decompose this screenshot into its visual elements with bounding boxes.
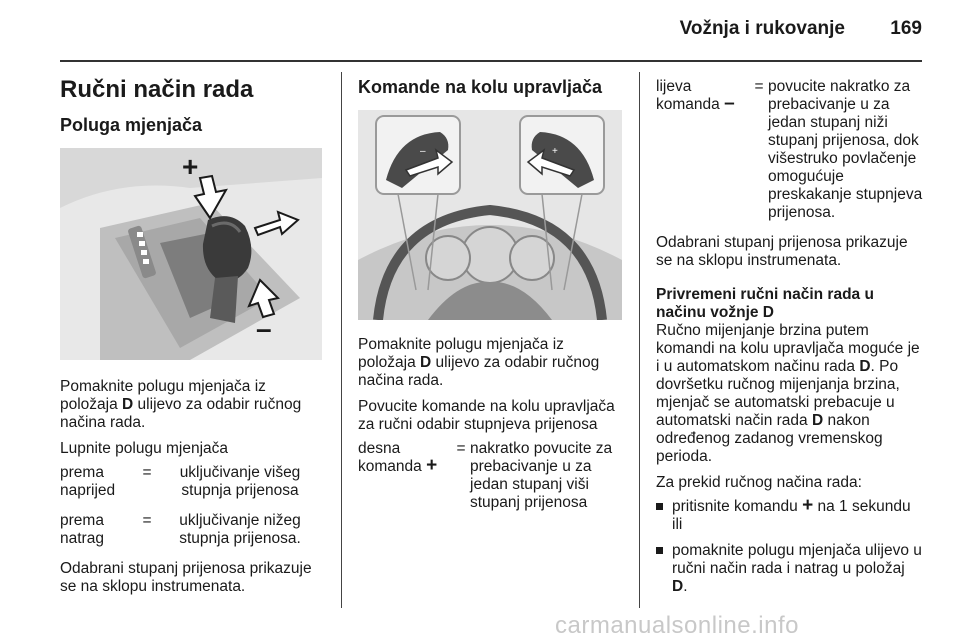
plus-icon: +: [426, 455, 438, 476]
column-3: [656, 72, 924, 604]
watermark: carmanualsonline.info: [555, 612, 799, 639]
bullet-list: [656, 495, 924, 596]
list-item: pomaknite polugu mjenjača ulijevo u ručni način rada i natrag u položaj D.: [656, 542, 924, 596]
definition-description: povucite nakratko za prebacivanje u za jedan stupanj niži stupanj prijenosa, dok višestruko povlačenje omogućuje preskakanje stupnjeva prijenosa.: [768, 78, 923, 221]
page-number: 169: [890, 18, 922, 39]
svg-text:–: –: [420, 146, 426, 157]
paragraph: Povucite komande na kolu upravljača za ručni odabir stupnjeva prijenosa: [358, 398, 615, 433]
subsection-heading: Poluga mjenjača: [60, 115, 203, 135]
paragraph: Ručno mijenjanje brzina putem komandi na kolu upravljača moguće je i u automatskom načinu rada D. Po dovršetku ručnog mijenjanja brzina, mjenjač se automatski prebacuje u automatski način rada D nakon određenog zadanog vremenskog perioda.: [656, 322, 920, 465]
definition-description: nakratko povucite za prebacivanje u za jedan stupanj viši stupanj prijenosa: [470, 440, 613, 511]
definition-row: prema naprijed = uključivanje višeg stupnja prijenosa: [60, 464, 326, 500]
definition-term: prema naprijed: [60, 464, 116, 499]
section-heading: Komande na kolu upravljača: [358, 77, 603, 97]
chapter-title: Vožnja i rukovanje: [679, 18, 845, 39]
paragraph: Odabrani stupanj prijenosa prikazuje se na sklopu instrumenata.: [60, 560, 312, 595]
column-divider: [639, 72, 640, 608]
paragraph: Pomaknite polugu mjenjača iz položaja D ulijevo za odabir ručnog načina rada.: [358, 336, 600, 389]
definition-term: desna komanda +: [358, 440, 438, 476]
plus-symbol: +: [182, 151, 199, 182]
svg-text:+: +: [552, 146, 558, 157]
column-divider: [341, 72, 342, 608]
bullet-icon: [656, 547, 663, 554]
definition-term: prema natrag: [60, 512, 104, 547]
header-rule: [60, 60, 922, 62]
definition-row: desna komanda + = nakratko povucite za prebacivanje u za jedan stupanj viši stupanj prijenosa: [358, 440, 624, 512]
definition-row: lijeva komanda – = povucite nakratko za prebacivanje u za jedan stupanj niži stupanj prijenosa, dok višestruko povlačenje omogućuje preskakanje stupnjeva prijenosa.: [656, 78, 923, 221]
list-item: pritisnite komandu + na 1 sekundu ili: [656, 498, 924, 534]
bullet-icon: [656, 503, 663, 510]
minus-icon: –: [724, 93, 735, 114]
section-heading: Ručni način rada: [60, 76, 254, 103]
page-header: [0, 0, 960, 60]
minus-symbol: –: [256, 313, 272, 344]
subsection-heading: Privremeni ručni način rada u načinu vožnje D: [656, 286, 874, 321]
definition-description: uključivanje nižeg stupnja prijenosa.: [179, 512, 301, 547]
definition-description: uključivanje višeg stupnja prijenosa: [179, 464, 301, 499]
plus-icon: +: [802, 495, 814, 516]
definition-term: lijeva komanda –: [656, 78, 735, 114]
paragraph: Za prekid ručnog načina rada:: [656, 474, 862, 491]
gear-lever-illustration: [60, 148, 322, 360]
column-1: [60, 72, 326, 596]
paragraph: Pomaknite polugu mjenjača iz položaja D ulijevo za odabir ručnog načina rada.: [60, 378, 302, 431]
column-2: [358, 72, 624, 512]
steering-wheel-figure: [358, 110, 622, 320]
steering-wheel-illustration: [358, 110, 622, 320]
gear-lever-figure: [60, 148, 322, 360]
paragraph: Odabrani stupanj prijenosa prikazuje se na sklopu instrumenata.: [656, 234, 908, 269]
paragraph: Lupnite polugu mjenjača: [60, 440, 229, 457]
definition-row: prema natrag = uključivanje nižeg stupnja prijenosa.: [60, 512, 326, 548]
